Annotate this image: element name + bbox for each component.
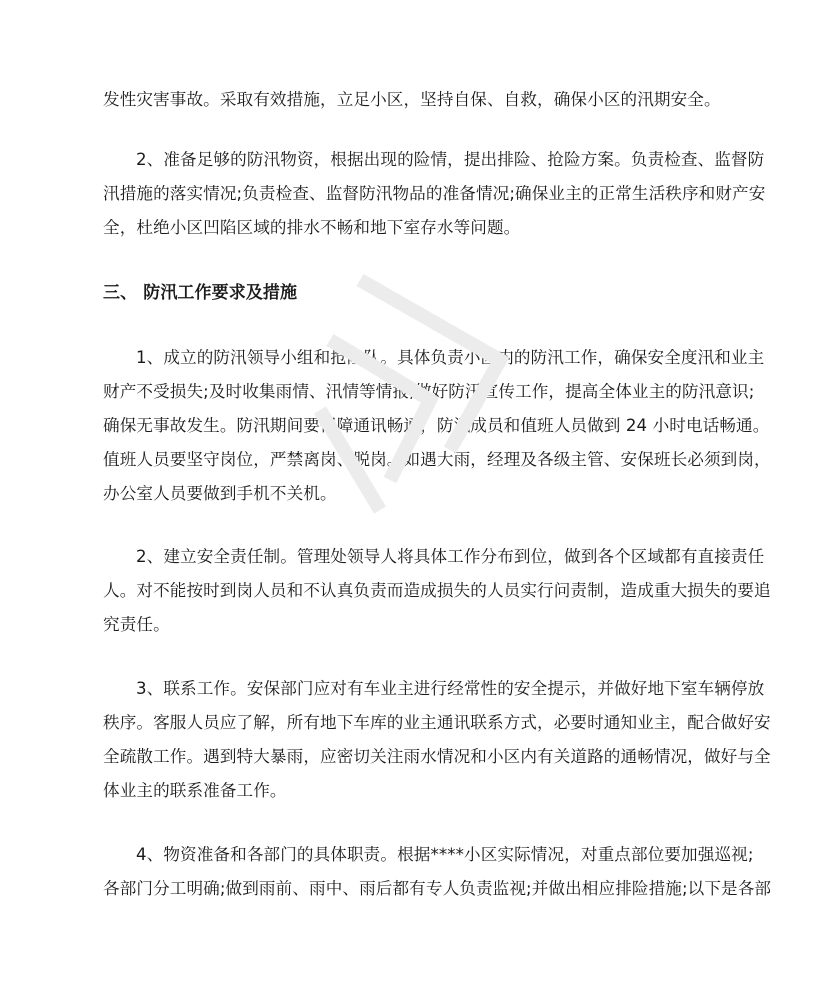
- paragraph-line: 办公室人员要做到手机不关机。: [103, 484, 337, 503]
- paragraph-line: 2、建立安全责任制。管理处领导人将具体工作分布到位，做到各个区域都有直接责任: [136, 547, 765, 566]
- paragraph-line: 全，杜绝小区凹陷区域的排水不畅和地下室存水等问题。: [103, 218, 521, 237]
- paragraph-line: 值班人员要坚守岗位，严禁离岗、脱岗。如遇大雨，经理及各级主管、安保班长必须到岗，: [103, 450, 771, 469]
- paragraph-line: 1、成立的防汛领导小组和抢险队。具体负责小区内的防汛工作，确保安全度汛和业主: [136, 348, 765, 367]
- paragraph-line: 财产不受损失;及时收集雨情、汛情等情报;做好防汛宣传工作，提高全体业主的防汛意识;: [103, 382, 755, 401]
- paragraph-line: 3、联系工作。安保部门应对有车业主进行经常性的安全提示，并做好地下室车辆停放: [136, 679, 765, 698]
- paragraph-line: 全疏散工作。遇到特大暴雨，应密切关注雨水情况和小区内有关道路的通畅情况，做好与全: [103, 747, 771, 766]
- paragraph-line: 汛措施的落实情况;负责检查、监督防汛物品的准备情况;确保业主的正常生活秩序和财产安: [103, 184, 766, 203]
- paragraph-line: 各部门分工明确;做到雨前、雨中、雨后都有专人负责监视;并做出相应排险措施;以下是各部: [103, 879, 772, 898]
- paragraph-line: 人。对不能按时到岗人员和不认真负责而造成损失的人员实行问责制，造成重大损失的要追: [103, 581, 771, 600]
- paragraph-line: 发性灾害事故。采取有效措施，立足小区，坚持自保、自救，确保小区的汛期安全。: [103, 90, 721, 109]
- paragraph-line: 确保无事故发生。防汛期间要保障通讯畅通，防汛成员和值班人员做到 24 小时电话畅通。: [103, 416, 770, 435]
- section-heading: 三、 防汛工作要求及措施: [103, 283, 298, 303]
- paragraph-line: 究责任。: [103, 615, 170, 634]
- paragraph-line: 4、物资准备和各部门的具体职责。根据****小区实际情况，对重点部位要加强巡视;: [136, 845, 754, 864]
- paragraph-line: 2、准备足够的防汛物资，根据出现的险情，提出排险、抢险方案。负责检查、监督防: [136, 150, 765, 169]
- paragraph-line: 秩序。客服人员应了解，所有地下车库的业主通讯联系方式，必要时通知业主，配合做好安: [103, 713, 771, 732]
- paragraph-line: 体业主的联系准备工作。: [103, 781, 287, 800]
